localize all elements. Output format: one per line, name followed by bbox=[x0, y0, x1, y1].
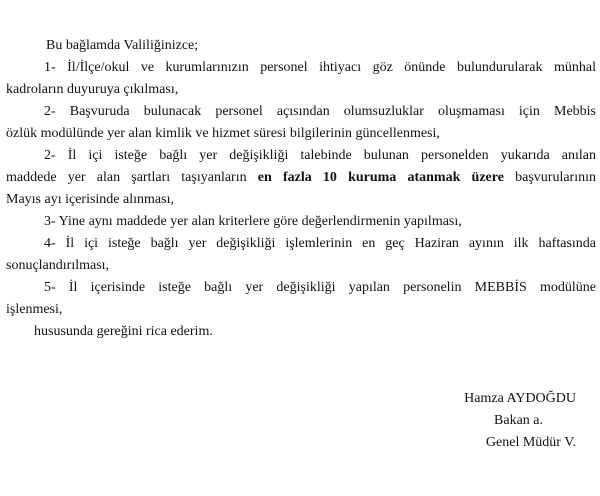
item-2b-line-2-bold: en fazla 10 kuruma atanmak üzere bbox=[257, 170, 504, 185]
item-2b-line-1: 2- İl içi isteğe bağlı yer değişikliği talebinde bulunan personelden yukarıda anılan bbox=[44, 148, 596, 163]
item-4-line-1: 4- İl içi isteğe bağlı yer değişikliği işlemlerinin en geç Haziran ayının ilk haftasında bbox=[44, 236, 596, 251]
item-2b-line-2 bbox=[6, 167, 596, 189]
item-1-line-1: 1- İl/İlçe/okul ve kurumlarınızın personel ihtiyacı göz önünde bulundurularak münhal bbox=[44, 60, 596, 75]
item-2b-line-2-pre: maddede yer alan şartları taşıyanların bbox=[6, 170, 258, 185]
item-2-line-1: 2- Başvuruda bulunacak personel açısından olumsuzluklar oluşmaması için Mebbis bbox=[44, 104, 596, 119]
letter-closing: hususunda gereğini rica ederim. bbox=[34, 324, 213, 339]
signature-block bbox=[376, 388, 576, 454]
item-3: 3- Yine aynı maddede yer alan kriterlere göre değerlendirmenin yapılması, bbox=[44, 214, 462, 229]
letter-intro: Bu bağlamda Valiliğinizce; bbox=[46, 38, 199, 53]
item-5-line-1: 5- İl içerisinde isteğe bağlı yer değişikliği yapılan personelin MEBBİS modülüne bbox=[44, 280, 596, 295]
item-2-line-2: özlük modülünde yer alan kimlik ve hizmet süresi bilgilerinin güncellenmesi, bbox=[6, 126, 440, 141]
item-2b-line-2-post: başvurularının bbox=[503, 170, 596, 185]
item-5-line-2: işlenmesi, bbox=[6, 302, 63, 317]
signatory-title-2: Genel Müdür V. bbox=[485, 435, 576, 450]
letter-body bbox=[6, 35, 596, 343]
item-2b-line-3: Mayıs ayı içerisinde alınması, bbox=[6, 192, 174, 207]
item-4-line-2: sonuçlandırılması, bbox=[6, 258, 110, 273]
item-1-line-2: kadroların duyuruya çıkılması, bbox=[6, 82, 179, 97]
signatory-name: Hamza AYDOĞDU bbox=[464, 391, 576, 406]
signatory-title-1: Bakan a. bbox=[494, 413, 543, 428]
